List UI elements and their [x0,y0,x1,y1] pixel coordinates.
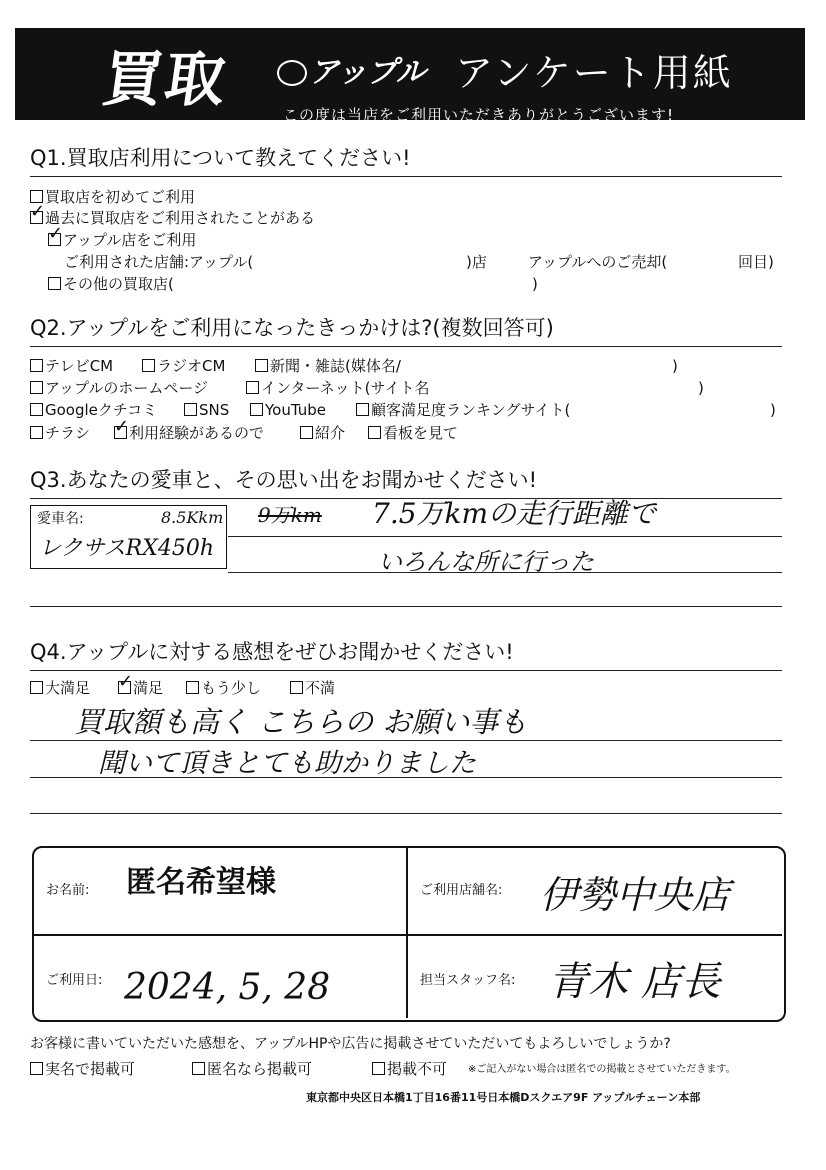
q4-option-dissatisfied[interactable]: 不満 [290,681,335,696]
q1-count-suffix: 回目) [738,253,774,271]
q1-store-label: ご利用された店舗:アップル( [64,253,254,271]
date-label: ご利用日: [46,973,103,988]
q2-option-google[interactable]: Googleクチコミ [30,403,157,418]
q2-ranking-close: ) [770,401,776,419]
info-vertical-divider [406,846,408,1018]
name-value[interactable]: 匿名希望様 [126,865,276,900]
comment-line-2: 聞いて頂きとても助かりました [98,748,476,779]
q1-option-first[interactable]: 買取店を初めてご利用 [30,190,195,205]
q4-option-satisfied[interactable]: ✓ 満足 [118,681,163,696]
q2-option-signboard[interactable]: 看板を見て [368,426,458,441]
date-value-handwritten[interactable]: 2024, 5, 28 [124,967,331,1008]
checkbox[interactable] [30,681,43,694]
info-horizontal-divider [32,934,782,936]
q2-option-flyer[interactable]: チラシ [30,426,90,441]
checkbox[interactable] [372,1062,385,1075]
consent-option-anon[interactable]: 匿名なら掲載可 [192,1062,312,1077]
q2-internet-close: ) [698,379,704,397]
apple-logo-icon [277,60,307,86]
q4-title: Q4.アップルに対する感想をぜひお聞かせください! [30,640,514,664]
memory-line-1: 7.5万kmの走行距離で [372,497,657,530]
survey-title: アンケート用紙 [455,51,733,95]
q2-option-hp[interactable]: アップルのホームページ [30,381,208,396]
consent-option-no[interactable]: 掲載不可 [372,1062,447,1077]
checkbox[interactable] [255,359,268,372]
q2-option-tv[interactable]: テレビCM [30,359,113,374]
q2-rule [30,346,782,347]
q4-option-very[interactable]: 大満足 [30,681,90,696]
checkbox-checked[interactable] [114,426,127,439]
checkbox[interactable] [184,403,197,416]
q4-write-line [30,813,782,814]
checkbox[interactable] [30,381,43,394]
q2-option-youtube[interactable]: YouTube [250,403,326,418]
checkbox[interactable] [30,359,43,372]
q1-option-other[interactable]: その他の買取店( [48,277,174,292]
q3-write-line [228,572,782,573]
q2-option-referral[interactable]: 紹介 [300,426,345,441]
checkbox[interactable] [30,426,43,439]
staff-value-handwritten[interactable]: 青木 店長 [548,959,721,1005]
q3-title: Q3.あなたの愛車と、その思い出をお聞かせください! [30,468,537,492]
brand-name: アップル [309,55,426,90]
car-mileage-handwritten: 8.5Kkm [161,508,224,527]
store-value-handwritten[interactable]: 伊勢中央店 [540,873,731,917]
q2-option-radio[interactable]: ラジオCM [142,359,225,374]
q2-option-news[interactable]: 新聞・雑誌(媒体名/ [255,359,401,374]
checkbox-checked[interactable] [118,681,131,694]
car-name-box[interactable] [30,505,227,569]
q2-news-close: ) [672,357,678,375]
q2-option-sns[interactable]: SNS [184,403,229,418]
struck-handwriting: 9万km [258,503,322,527]
staff-label: 担当スタッフ名: [420,973,516,988]
q4-rule [30,670,782,671]
checkbox[interactable] [48,277,61,290]
consent-option-real[interactable]: 実名で掲載可 [30,1062,135,1077]
q2-option-ranking[interactable]: 顧客満足度ランキングサイト( [356,403,570,418]
checkbox[interactable] [142,359,155,372]
hq-address: 東京都中央区日本橋1丁目16番11号日本橋Dスクエア9F アップルチェーン本部 [306,1091,701,1104]
checkbox[interactable] [250,403,263,416]
q1-title: Q1.買取店利用について教えてください! [30,146,411,170]
checkbox[interactable] [356,403,369,416]
consent-note: ※ご記入がない場合は匿名での掲載とさせていただきます。 [468,1064,736,1075]
q1-other-close: ) [532,275,538,293]
q1-store-suffix: )店 [466,253,487,271]
car-label: 愛車名: [37,511,84,527]
checkbox[interactable] [30,403,43,416]
q3-write-line [228,536,782,537]
q1-option-apple[interactable]: ✓アップル店をご利用 [48,233,196,248]
q4-write-line [30,777,782,778]
q1-rule [30,176,782,177]
checkbox[interactable] [368,426,381,439]
checkbox[interactable] [300,426,313,439]
thanks-message: この度は当店をご利用いただきありがとうございます! [283,106,675,124]
checkbox-checked[interactable] [48,233,61,246]
checkbox[interactable] [186,681,199,694]
checkbox[interactable] [246,381,259,394]
q4-option-little[interactable]: もう少し [186,681,261,696]
q4-write-line [30,740,782,741]
survey-header [15,28,805,124]
checkbox-checked[interactable] [30,211,43,224]
store-label: ご利用店舗名: [420,883,503,898]
checkbox[interactable] [192,1062,205,1075]
q2-title: Q2.アップルをご利用になったきっかけは?(複数回答可) [30,316,554,340]
car-name-handwritten: レクサスRX450h [39,536,215,561]
memory-line-2: いろんな所に行った [378,548,594,576]
q2-option-experience[interactable]: ✓ 利用経験があるので [114,426,264,441]
kaitori-logo: 買取 [98,45,232,115]
consent-question: お客様に書いていただいた感想を、アップルHPや広告に掲載させていただいてもよろしいでしょうか? [30,1036,671,1052]
comment-line-1: 買取額も高く こちらの お願い事も [74,705,528,739]
q2-option-internet[interactable]: インターネット(サイト名 [246,381,429,396]
name-label: お名前: [46,883,90,898]
q1-option-past[interactable]: ✓過去に買取店をご利用されたことがある [30,211,315,226]
q3-write-line [30,606,782,607]
checkbox[interactable] [290,681,303,694]
checkbox[interactable] [30,1062,43,1075]
q1-count-label: アップルへのご売却( [528,253,668,271]
